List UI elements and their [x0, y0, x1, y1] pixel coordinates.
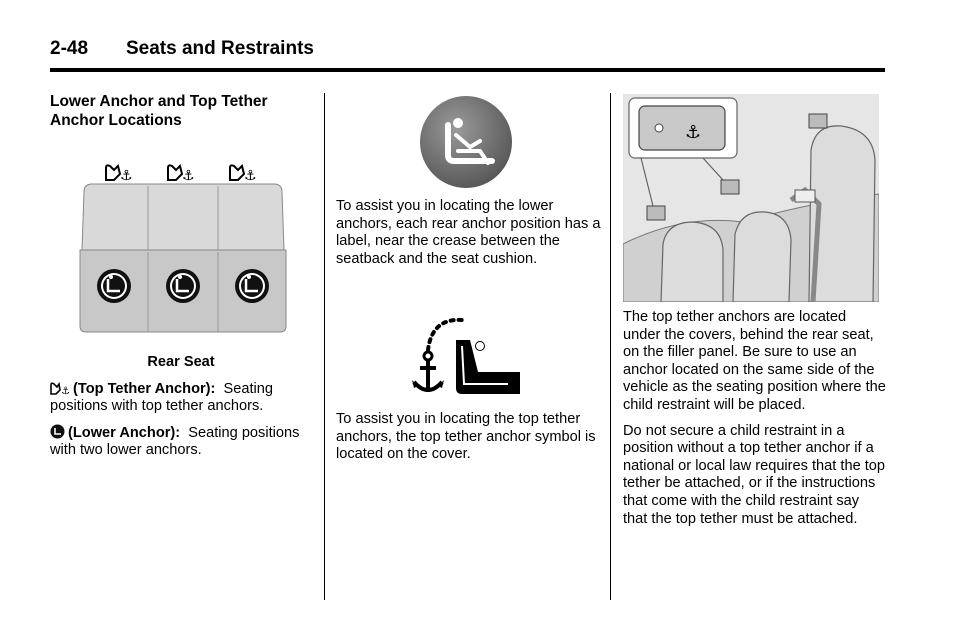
legend-top-tether [50, 380, 312, 416]
top-tether-anchor-icon [106, 165, 133, 184]
svg-text:⚓: ⚓ [120, 168, 133, 184]
top-tether-symbol [408, 312, 524, 398]
column-divider-right [610, 93, 611, 600]
legend-lower-anchor-desc: Seating positions with two lower anchors. [50, 424, 300, 459]
lower-anchor-icon [235, 269, 269, 303]
page-header [50, 38, 885, 72]
column-2-lower [336, 411, 602, 472]
column-3 [623, 309, 887, 536]
top-tether-anchor-icon [50, 380, 70, 395]
column-1 [50, 92, 312, 130]
col3-paragraph-2: Do not secure a child restraint in a position without a top tether anchor if a national or local law requires that the top tether be attached, or if the instructions that come with the child restraint say that the top tether must be attached. [623, 422, 886, 527]
top-tether-anchor-icon [168, 165, 195, 184]
section-title: Seats and Restraints [126, 38, 314, 59]
figure-caption: Rear Seat [147, 354, 215, 370]
lower-anchor-icon [97, 269, 131, 303]
legend-lower-anchor [50, 424, 312, 460]
legend-top-tether-label: (Top Tether Anchor): [73, 380, 216, 397]
col3-paragraph-1: The top tether anchors are located under the covers, behind the rear seat, on the filler panel. Be sure to use an anchor located on the same side of the vehicle as the seating position where the child restraint will be placed. [623, 309, 886, 413]
subheading: Lower Anchor and Top Tether Anchor Locations [50, 93, 268, 129]
lower-anchor-icon [166, 269, 200, 303]
column-divider-left [324, 93, 325, 600]
svg-text:⚓: ⚓ [685, 122, 702, 143]
page-number: 2-48 [50, 38, 89, 59]
svg-text:⚓: ⚓ [61, 385, 70, 395]
legend-top-tether-desc: Seating positions with top tether anchors. [50, 380, 274, 415]
seatback [82, 184, 284, 250]
rear-headrest-tether-figure [623, 94, 879, 302]
column-1-lower [50, 354, 312, 468]
col2-paragraph-2: To assist you in locating the top tether anchors, the top tether anchor symbol is located on the cover. [336, 411, 596, 463]
column-2-upper [336, 198, 602, 276]
rear-seat-figure [78, 158, 288, 338]
lower-anchor-icon [50, 424, 65, 439]
legend-lower-anchor-label: (Lower Anchor): [68, 424, 181, 441]
top-tether-anchor-icon [230, 165, 257, 184]
svg-text:⚓: ⚓ [182, 168, 195, 184]
col2-paragraph-1: To assist you in locating the lower anchors, each rear anchor position has a label, near the crease between the seatback and the seat cushion. [336, 198, 601, 267]
lower-anchor-label-symbol [418, 95, 516, 189]
svg-text:⚓: ⚓ [244, 168, 257, 184]
